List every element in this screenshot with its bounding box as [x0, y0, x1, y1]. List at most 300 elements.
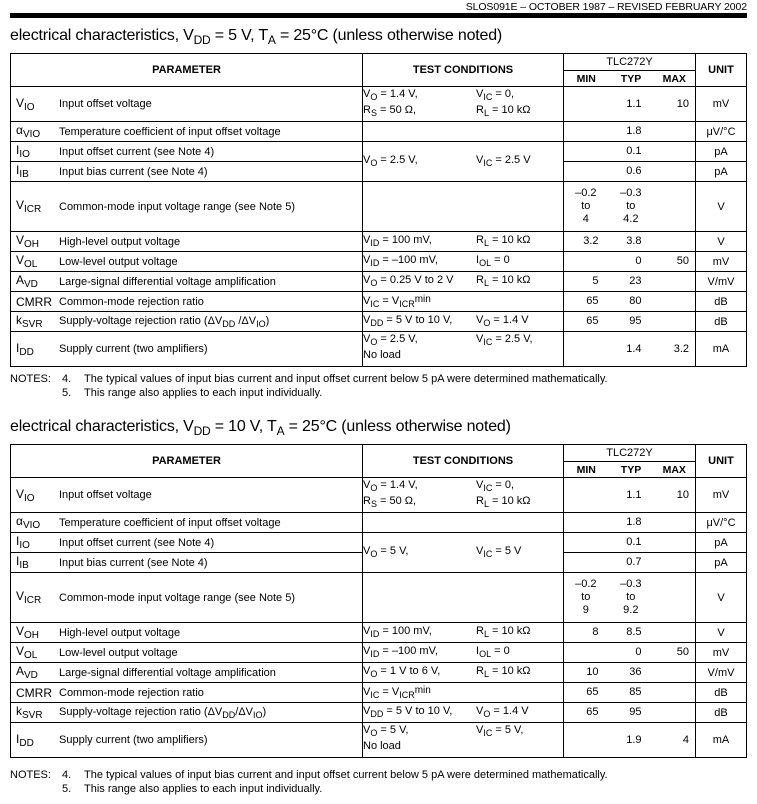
parameter-name: [59, 276, 276, 288]
parameter-cell: [11, 623, 363, 643]
max-value: 50: [654, 252, 696, 272]
table-row: [11, 292, 747, 312]
unit-cell: mA: [696, 723, 747, 758]
table-row: [11, 663, 747, 683]
test-conditions-cell: [363, 623, 564, 643]
title-suffix: = 25°C (unless otherwise noted): [284, 418, 511, 435]
name-subscript: IO: [253, 709, 263, 720]
parameter-cell: [11, 292, 363, 312]
column-header-typ: TYP: [609, 462, 654, 478]
symbol-subscript: VIO: [22, 520, 41, 531]
name-text: Input offset current (see Note 4): [59, 536, 215, 549]
parameter-symbol: [11, 534, 59, 551]
note-item: [10, 372, 608, 386]
parameter-name: [59, 734, 208, 746]
min-value: [564, 573, 609, 623]
unit-cell: V: [696, 182, 747, 232]
condition-symbol: I: [476, 644, 480, 657]
parameter-symbol: [11, 163, 59, 180]
min-range: [575, 578, 596, 617]
min-value: [564, 142, 609, 162]
parameter-cell: [11, 533, 363, 553]
parameter-cell: [11, 723, 363, 758]
condition-item: [476, 314, 563, 330]
parameter-symbol: [11, 704, 59, 721]
min-value: 8: [564, 623, 609, 643]
condition-subscript: L: [483, 499, 489, 509]
name-text: Temperature coefficient of input offset voltage: [59, 125, 281, 138]
column-header-min: MIN: [564, 71, 609, 87]
condition-symbol: R: [476, 624, 484, 637]
note-item: [10, 782, 608, 796]
condition-subscript: IC: [483, 728, 493, 738]
unit-cell: V: [696, 232, 747, 252]
condition-subscript: O: [483, 317, 491, 328]
condition-item: [363, 88, 476, 104]
electrical-characteristics-table: [10, 53, 747, 367]
name-part: Supply-voltage rejection ratio (ΔV: [59, 314, 223, 327]
parameter-symbol: [11, 313, 59, 330]
section-title: [10, 418, 511, 438]
condition-value: = 2.5 V,: [492, 333, 533, 345]
name-text: Low-level output voltage: [59, 255, 178, 268]
max-value: [654, 533, 696, 553]
min-value: [564, 122, 609, 142]
name-text: Supply current (two amplifiers): [59, 343, 208, 355]
max-value: 3.2: [654, 332, 696, 367]
condition-symbol: V: [476, 313, 484, 326]
column-header-test-conditions: TEST CONDITIONS: [363, 445, 564, 478]
condition-symbol: R: [476, 495, 484, 507]
min-value: 65: [564, 703, 609, 723]
parameter-symbol: [11, 589, 59, 606]
parameter-name: [59, 517, 281, 529]
condition-symbol: V: [363, 273, 371, 286]
condition-subscript: DD: [370, 708, 384, 719]
condition-value: = 10 kΩ: [488, 233, 531, 246]
condition-item: [476, 495, 563, 511]
title-subscript-dd: DD: [193, 424, 211, 438]
parameter-symbol: [11, 273, 59, 290]
unit-cell: mV: [696, 87, 747, 122]
name-text: Low-level output voltage: [59, 646, 178, 659]
condition-item: [363, 724, 476, 740]
condition-symbol: V: [363, 544, 371, 557]
symbol-base: k: [16, 313, 22, 327]
parameter-name: [59, 256, 178, 268]
parameter-cell: [11, 643, 363, 663]
test-conditions-cell: [363, 683, 564, 703]
condition-symbol: R: [476, 273, 484, 286]
min-value: 5: [564, 272, 609, 292]
column-header-device: TLC272Y: [564, 54, 696, 71]
parameter-cell: [11, 312, 363, 332]
parameter-name: [59, 98, 152, 110]
condition-item: [476, 154, 563, 170]
condition-item: [476, 349, 563, 365]
condition-item: [363, 495, 476, 511]
condition-value: = 1 V to 6 V,: [377, 664, 441, 677]
note-text: This range also applies to each input individually.: [84, 783, 323, 795]
unit-cell: V/mV: [696, 663, 747, 683]
typ-value: 0.7: [609, 553, 654, 573]
table-row: [11, 703, 747, 723]
typ-value: 0.1: [609, 533, 654, 553]
parameter-cell: [11, 683, 363, 703]
name-subscript: IO: [256, 318, 266, 329]
condition-item: [363, 740, 476, 756]
symbol-subscript: OL: [24, 259, 38, 270]
notes: [10, 768, 608, 796]
condition-item: [363, 274, 476, 290]
test-conditions-cell: [363, 292, 564, 312]
max-value: [654, 703, 696, 723]
parameter-symbol: [11, 198, 59, 215]
condition-subscript: S: [370, 108, 377, 118]
condition-subscript: IC: [483, 92, 493, 102]
condition-value: = 5 V: [492, 544, 522, 557]
condition-subscript: O: [370, 92, 378, 102]
table-row: [11, 643, 747, 663]
condition-item: [363, 665, 476, 681]
typ-value: 1.1: [609, 87, 654, 122]
note-text: The typical values of input bias current and input offset current below 5 pA were determined mathematically.: [84, 769, 608, 781]
condition-item: [363, 479, 476, 495]
typ-range: [620, 187, 641, 226]
condition-subscript: IC: [483, 483, 493, 493]
parameter-symbol: [11, 487, 59, 504]
typ-value: 1.8: [609, 513, 654, 533]
typ-value: 23: [609, 272, 654, 292]
min-value: [564, 513, 609, 533]
symbol-subscript: VIO: [22, 129, 41, 140]
test-conditions-cell: [363, 232, 564, 252]
table-row: [11, 573, 747, 623]
name-subscript: DD: [222, 318, 236, 329]
min-value: [564, 478, 609, 513]
unit-cell: mV: [696, 643, 747, 663]
parameter-cell: [11, 513, 363, 533]
parameter-symbol: [11, 732, 59, 749]
symbol-subscript: VD: [24, 670, 38, 681]
min-value: 65: [564, 683, 609, 703]
condition-item: [476, 254, 563, 270]
parameter-symbol: [11, 295, 59, 309]
parameter-name: [59, 647, 178, 659]
unit-cell: μV/°C: [696, 513, 747, 533]
table-row: [11, 312, 747, 332]
range-line: –0.3: [620, 187, 642, 199]
condition-value: = 10 kΩ: [488, 495, 531, 507]
symbol-subscript: IO: [24, 101, 35, 113]
name-text: Large-signal differential voltage amplification: [59, 666, 276, 679]
table-row: [11, 182, 747, 232]
parameter-symbol: [11, 253, 59, 270]
max-value: 4: [654, 723, 696, 758]
min-value: [564, 182, 609, 232]
note-text: The typical values of input bias current and input offset current below 5 pA were determined mathematically.: [84, 373, 608, 385]
condition-item: [363, 645, 476, 661]
symbol-base: V: [16, 624, 25, 638]
title-subscript-a: A: [276, 424, 285, 438]
table-row: [11, 623, 747, 643]
condition-subscript: IC: [483, 157, 493, 168]
symbol-subscript: OH: [24, 239, 40, 250]
table-row: [11, 478, 747, 513]
range-line: to: [626, 591, 636, 603]
condition-subscript: O: [370, 157, 378, 168]
min-value: [564, 252, 609, 272]
symbol-base: V: [16, 95, 25, 110]
condition-item: [476, 740, 563, 756]
max-value: 10: [654, 87, 696, 122]
condition-value: = V: [379, 294, 400, 307]
condition-value: = 5 V to 10 V,: [383, 704, 453, 717]
unit-cell: V/mV: [696, 272, 747, 292]
max-value: [654, 122, 696, 142]
table-row: [11, 683, 747, 703]
parameter-cell: [11, 162, 363, 182]
symbol-base: I: [16, 731, 20, 746]
typ-value: 0.1: [609, 142, 654, 162]
symbol-base: A: [16, 664, 25, 678]
min-value: [564, 723, 609, 758]
typ-range: [620, 578, 641, 617]
condition-subscript: O: [370, 483, 378, 493]
condition-item: [363, 545, 476, 561]
condition-item: [363, 625, 476, 641]
parameter-name: [59, 315, 269, 329]
condition-value: = 5 V,: [377, 724, 409, 736]
test-conditions-cell: [363, 513, 564, 533]
name-text: Supply current (two amplifiers): [59, 734, 208, 746]
max-value: [654, 182, 696, 232]
condition-subscript: O: [370, 548, 378, 559]
symbol-subscript: DD: [19, 737, 34, 749]
condition-subscript: ID: [370, 628, 380, 639]
name-text: High-level output voltage: [59, 235, 181, 248]
test-conditions-cell: [363, 272, 564, 292]
unit-cell: pA: [696, 533, 747, 553]
table-row: [11, 272, 747, 292]
typ-value: 80: [609, 292, 654, 312]
parameter-symbol: [11, 644, 59, 661]
table-row: [11, 122, 747, 142]
table-row: [11, 332, 747, 367]
condition-item: [363, 104, 476, 120]
condition-value: = 0,: [492, 88, 515, 100]
column-header-min: MIN: [564, 462, 609, 478]
note-item: [10, 386, 608, 400]
condition-item: [363, 705, 476, 721]
name-text: Common-mode input voltage range (see Note 5): [59, 591, 296, 604]
symbol-subscript: SVR: [22, 319, 43, 330]
max-value: [654, 513, 696, 533]
condition-item: [476, 104, 563, 120]
symbol-base: V: [16, 233, 25, 247]
parameter-symbol: [11, 96, 59, 113]
condition-symbol: V: [363, 664, 371, 677]
typ-value: 1.8: [609, 122, 654, 142]
typ-value: 1.4: [609, 332, 654, 367]
condition-symbol: R: [476, 104, 484, 116]
parameter-symbol: [11, 123, 59, 140]
condition-item: [363, 684, 563, 702]
test-conditions-cell: [363, 533, 564, 573]
parameter-cell: [11, 142, 363, 162]
min-value: [564, 533, 609, 553]
condition-item: [363, 154, 476, 170]
condition-value: = 10 kΩ: [488, 664, 531, 677]
parameter-symbol: [11, 341, 59, 358]
test-conditions-cell: [363, 182, 564, 232]
condition-value: = 100 mV,: [379, 233, 432, 246]
condition-subscript: ID: [370, 648, 380, 659]
title-subscript-dd: DD: [193, 33, 211, 47]
header-row: [11, 445, 747, 462]
name-part: /ΔV: [235, 705, 254, 718]
name-text: Input offset current (see Note 4): [59, 145, 215, 158]
symbol-subscript: ICR: [24, 204, 42, 215]
condition-value: = 0: [491, 644, 510, 657]
parameter-symbol: [11, 554, 59, 571]
note-item: [10, 768, 608, 782]
symbol-base: V: [16, 589, 25, 603]
condition-value: = 10 kΩ: [488, 273, 531, 286]
typ-value: 85: [609, 683, 654, 703]
symbol-base: V: [16, 198, 25, 212]
test-conditions-cell: [363, 332, 564, 367]
condition-symbol: V: [363, 88, 371, 100]
unit-cell: mV: [696, 478, 747, 513]
condition-item: [363, 314, 476, 330]
test-conditions-cell: [363, 252, 564, 272]
parameter-symbol: [11, 233, 59, 250]
condition-subscript: DD: [370, 317, 384, 328]
symbol-subscript: IO: [24, 492, 35, 504]
typ-value: 1.1: [609, 478, 654, 513]
condition-symbol: V: [476, 479, 484, 491]
name-text: Large-signal differential voltage amplification: [59, 275, 276, 288]
table-row: [11, 533, 747, 553]
document-id: SLOS091E – OCTOBER 1987 – REVISED FEBRUARY 2002: [465, 1, 747, 13]
condition-symbol: V: [363, 724, 371, 736]
title-suffix: = 25°C (unless otherwise noted): [275, 27, 503, 44]
symbol-base: V: [16, 253, 25, 267]
parameter-cell: [11, 703, 363, 723]
condition-symbol: R: [476, 664, 484, 677]
condition-superscript: min: [414, 684, 431, 696]
condition-symbol: V: [363, 479, 371, 491]
min-value: [564, 87, 609, 122]
parameter-cell: [11, 332, 363, 367]
condition-item: [476, 333, 563, 349]
parameter-cell: [11, 573, 363, 623]
condition-value: = 1.4 V,: [377, 479, 418, 491]
condition-value: No load: [363, 349, 401, 361]
symbol-subscript: OH: [24, 630, 40, 641]
min-value: 3.2: [564, 232, 609, 252]
name-text: Common-mode input voltage range (see Note 5): [59, 200, 296, 213]
unit-cell: pA: [696, 142, 747, 162]
typ-value: 0: [609, 643, 654, 663]
header-row: [11, 54, 747, 71]
notes: [10, 372, 608, 400]
range-line: –0.2: [575, 578, 597, 590]
parameter-name: [59, 687, 204, 699]
min-value: [564, 553, 609, 573]
symbol-subscript: DD: [19, 346, 34, 358]
parameter-cell: [11, 478, 363, 513]
title-subscript-a: A: [267, 33, 276, 47]
condition-value: = 100 mV,: [379, 624, 432, 637]
name-part: Supply-voltage rejection ratio (ΔV: [59, 705, 223, 718]
test-conditions-cell: [363, 312, 564, 332]
notes-label: NOTES:: [10, 769, 51, 781]
typ-value: 8.5: [609, 623, 654, 643]
symbol-base: A: [16, 273, 25, 287]
parameter-name: [59, 146, 214, 158]
condition-value: = 5 V,: [492, 724, 524, 736]
typ-value: 95: [609, 312, 654, 332]
condition-value: = 2.5 V,: [377, 333, 418, 345]
condition-symbol: R: [363, 104, 371, 116]
notes-label: NOTES:: [10, 373, 51, 385]
name-text: Input bias current (see Note 4): [59, 556, 208, 569]
title-prefix: electrical characteristics, V: [10, 418, 194, 435]
condition-value: = 5 V,: [377, 544, 409, 557]
symbol-base: α: [16, 123, 23, 137]
unit-cell: pA: [696, 553, 747, 573]
condition-symbol: V: [363, 333, 371, 345]
name-text: High-level output voltage: [59, 626, 181, 639]
condition-subscript: O: [483, 708, 491, 719]
condition-subscript: O: [370, 728, 378, 738]
symbol-subscript: IO: [19, 540, 30, 551]
condition-superscript: min: [414, 293, 431, 305]
condition-value: = 1.4 V: [490, 704, 529, 717]
min-value: 65: [564, 292, 609, 312]
condition-item: [363, 349, 476, 365]
condition-symbol: V: [363, 294, 371, 307]
condition-symbol: V: [363, 153, 371, 166]
range-line: –0.2: [575, 187, 597, 199]
condition-subscript: IC: [483, 337, 493, 347]
max-value: [654, 623, 696, 643]
name-text: Temperature coefficient of input offset voltage: [59, 516, 281, 529]
symbol-base: CMRR: [16, 685, 52, 700]
parameter-name: [59, 166, 208, 178]
condition-value: = 50 Ω,: [376, 104, 417, 116]
parameter-cell: [11, 252, 363, 272]
column-header-max: MAX: [654, 71, 696, 87]
table-row: [11, 252, 747, 272]
condition-subscript: L: [483, 277, 489, 288]
test-conditions-cell: [363, 142, 564, 182]
condition-value: = 5 V to 10 V,: [383, 313, 453, 326]
min-value: [564, 332, 609, 367]
table-row: [11, 87, 747, 122]
parameter-name: [59, 592, 295, 604]
symbol-base: I: [16, 554, 20, 568]
condition-subscript: L: [483, 628, 489, 639]
typ-value: [609, 182, 654, 232]
condition-symbol: I: [476, 253, 480, 266]
condition-item: [476, 479, 563, 495]
symbol-base: CMRR: [16, 294, 52, 309]
title-mid: = 10 V, T: [210, 418, 277, 435]
parameter-cell: [11, 663, 363, 683]
